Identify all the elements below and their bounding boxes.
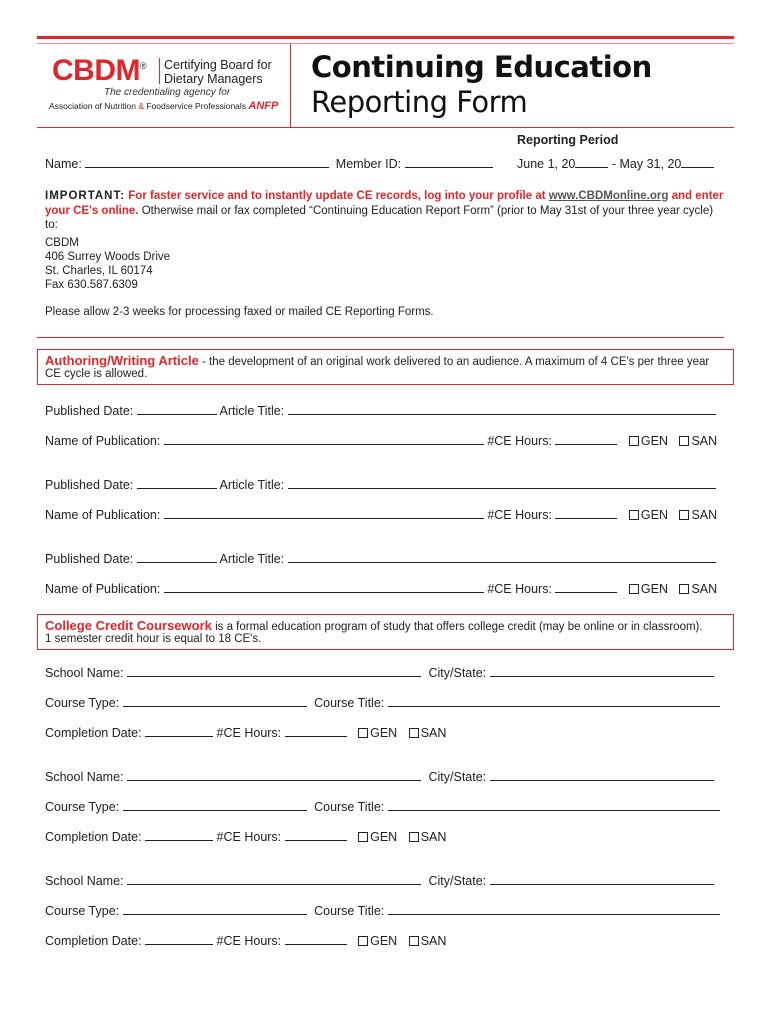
gen-checkbox[interactable] xyxy=(629,584,639,594)
published-label: Published Date: xyxy=(45,404,134,418)
school-name-label: School Name: xyxy=(45,666,124,680)
ce-hours-field[interactable] xyxy=(555,507,617,519)
course-type-label: Course Type: xyxy=(45,696,120,710)
college-row-1-b xyxy=(45,695,720,710)
gen-checkbox[interactable] xyxy=(358,832,368,842)
city-state-label: City/State: xyxy=(428,874,487,888)
article-row-2-a xyxy=(45,477,716,492)
course-title-label: Course Title: xyxy=(314,696,385,710)
header-top-rule xyxy=(37,36,734,39)
gen-checkbox[interactable] xyxy=(358,936,368,946)
course-title-field[interactable] xyxy=(388,799,720,811)
address-line-3: St. Charles, IL 60174 xyxy=(45,265,153,277)
article-title-field[interactable] xyxy=(288,403,716,415)
notice-text-b: to: xyxy=(45,219,58,231)
college-row-2-a xyxy=(45,769,714,784)
authoring-desc-line-1 xyxy=(45,353,709,368)
school-name-field[interactable] xyxy=(127,873,421,885)
association-line xyxy=(49,100,278,112)
college-desc-a: is a formal education program of study that offers college credit (may be online or in classroom). xyxy=(215,621,703,633)
period-row xyxy=(517,156,714,171)
association-text-2: Foodservice Professionals xyxy=(146,101,247,111)
logo-divider xyxy=(159,58,160,84)
publication-label: Name of Publication: xyxy=(45,508,161,522)
college-title: College Credit Coursework xyxy=(45,618,212,633)
important-label: IMPORTANT: xyxy=(45,190,126,202)
completion-date-field[interactable] xyxy=(145,829,213,841)
publication-label: Name of Publication: xyxy=(45,582,161,596)
name-field[interactable] xyxy=(85,156,329,168)
school-name-field[interactable] xyxy=(127,665,421,677)
published-date-field[interactable] xyxy=(137,551,217,563)
anfp-logo: ANFP xyxy=(248,100,279,112)
important-line-1 xyxy=(45,190,723,202)
course-title-label: Course Title: xyxy=(314,800,385,814)
article-title-field[interactable] xyxy=(288,477,716,489)
course-title-field[interactable] xyxy=(388,903,720,915)
published-date-field[interactable] xyxy=(137,477,217,489)
san-label: SAN xyxy=(691,434,718,448)
college-row-2-c xyxy=(45,829,446,844)
published-label: Published Date: xyxy=(45,478,134,492)
completion-date-label: Completion Date: xyxy=(45,830,142,844)
college-row-3-a xyxy=(45,873,714,888)
member-id-field[interactable] xyxy=(405,156,493,168)
school-name-field[interactable] xyxy=(127,769,421,781)
ce-hours-label: #CE Hours: xyxy=(487,508,552,522)
college-row-1-c xyxy=(45,725,446,740)
registered-mark: ® xyxy=(140,61,147,71)
website-link[interactable]: www.CBDMonline.org xyxy=(548,190,669,202)
article-row-2-b xyxy=(45,507,717,522)
page-title-line-1: Continuing Education xyxy=(311,50,652,84)
college-row-3-b xyxy=(45,903,720,918)
important-line-2 xyxy=(45,205,713,217)
school-name-label: School Name: xyxy=(45,770,124,784)
city-state-field[interactable] xyxy=(490,665,714,677)
course-title-field[interactable] xyxy=(388,695,720,707)
authoring-section-header xyxy=(37,349,734,385)
gen-label: GEN xyxy=(370,830,398,844)
important-text-b: and enter xyxy=(671,190,724,202)
authoring-title: Authoring/Writing Article xyxy=(45,353,199,368)
gen-checkbox[interactable] xyxy=(629,510,639,520)
ce-hours-label: #CE Hours: xyxy=(216,726,282,740)
ce-hours-field[interactable] xyxy=(285,933,347,945)
completion-date-field[interactable] xyxy=(145,725,213,737)
san-label: SAN xyxy=(691,582,718,596)
article-row-3-a xyxy=(45,551,716,566)
article-row-1-a xyxy=(45,403,716,418)
course-type-field[interactable] xyxy=(123,903,307,915)
city-state-label: City/State: xyxy=(428,770,487,784)
ce-hours-field[interactable] xyxy=(555,581,617,593)
period-start-year-field[interactable] xyxy=(575,156,608,168)
ce-hours-label: #CE Hours: xyxy=(216,934,282,948)
college-row-1-a xyxy=(45,665,714,680)
college-row-3-c xyxy=(45,933,446,948)
completion-date-field[interactable] xyxy=(145,933,213,945)
article-title-field[interactable] xyxy=(288,551,716,563)
gen-checkbox[interactable] xyxy=(358,728,368,738)
member-id-label: Member ID: xyxy=(335,157,402,171)
course-type-label: Course Type: xyxy=(45,800,120,814)
college-row-2-b xyxy=(45,799,720,814)
cbdm-logo-text: CBDM xyxy=(52,54,140,87)
address-line-2: 406 Surrey Woods Drive xyxy=(45,251,171,263)
ce-hours-label: #CE Hours: xyxy=(487,582,552,596)
gen-label: GEN xyxy=(370,934,398,948)
college-section-header xyxy=(37,614,734,650)
san-checkbox[interactable] xyxy=(409,832,419,842)
name-row xyxy=(45,156,493,171)
article-title-label: Article Title: xyxy=(219,478,285,492)
article-title-label: Article Title: xyxy=(219,552,285,566)
board-name xyxy=(164,58,272,86)
cbdm-logo xyxy=(52,54,146,88)
publication-label: Name of Publication: xyxy=(45,434,161,448)
authoring-desc-b: CE cycle is allowed. xyxy=(45,368,148,380)
article-title-label: Article Title: xyxy=(219,404,285,418)
course-type-field[interactable] xyxy=(123,695,307,707)
name-label: Name: xyxy=(45,157,82,171)
san-checkbox[interactable] xyxy=(679,584,689,594)
college-desc-line-1 xyxy=(45,618,703,633)
agency-line: The credentialing agency for xyxy=(104,87,231,98)
completion-date-label: Completion Date: xyxy=(45,934,142,948)
period-start-label: June 1, 20 xyxy=(517,157,576,171)
san-checkbox[interactable] xyxy=(679,510,689,520)
gen-label: GEN xyxy=(640,582,668,596)
gen-label: GEN xyxy=(640,508,668,522)
city-state-label: City/State: xyxy=(428,666,487,680)
completion-date-label: Completion Date: xyxy=(45,726,142,740)
header-bottom-rule xyxy=(37,127,734,128)
section-divider xyxy=(37,337,724,338)
course-title-label: Course Title: xyxy=(314,904,385,918)
article-row-3-b xyxy=(45,581,717,596)
city-state-field[interactable] xyxy=(490,873,714,885)
important-text-c: your CE's online. xyxy=(45,205,139,217)
authoring-desc-a: - the development of an original work delivered to an audience. A maximum of 4 CE's per three year xyxy=(202,356,710,368)
board-line-1: Certifying Board for xyxy=(164,58,272,72)
san-checkbox[interactable] xyxy=(409,728,419,738)
address-line-1: CBDM xyxy=(45,237,79,249)
publication-field[interactable] xyxy=(164,507,484,519)
header-vertical-divider xyxy=(290,44,291,128)
address-line-4: Fax 630.587.6309 xyxy=(45,279,138,291)
gen-checkbox[interactable] xyxy=(629,436,639,446)
mailing-address xyxy=(45,236,170,292)
publication-field[interactable] xyxy=(164,581,484,593)
san-label: SAN xyxy=(420,830,447,844)
course-type-label: Course Type: xyxy=(45,904,120,918)
board-line-2: Dietary Managers xyxy=(164,72,263,86)
san-label: SAN xyxy=(420,726,447,740)
san-label: SAN xyxy=(420,934,447,948)
gen-label: GEN xyxy=(370,726,398,740)
city-state-field[interactable] xyxy=(490,769,714,781)
ce-hours-field[interactable] xyxy=(285,725,347,737)
published-label: Published Date: xyxy=(45,552,134,566)
course-type-field[interactable] xyxy=(123,799,307,811)
notice-text-a: Otherwise mail or fax completed “Continuing Education Report Form” (prior to May 31st of your three year cycle) xyxy=(141,205,714,217)
ce-hours-label: #CE Hours: xyxy=(216,830,282,844)
college-desc-b: 1 semester credit hour is equal to 18 CE's. xyxy=(45,633,262,645)
processing-note: Please allow 2-3 weeks for processing faxed or mailed CE Reporting Forms. xyxy=(45,306,434,318)
reporting-period-label: Reporting Period xyxy=(517,133,619,147)
association-text-1: Association of Nutrition xyxy=(49,101,136,111)
association-amp: & xyxy=(138,101,144,111)
period-end-year-field[interactable] xyxy=(681,156,714,168)
san-checkbox[interactable] xyxy=(409,936,419,946)
article-row-1-b xyxy=(45,433,717,448)
san-checkbox[interactable] xyxy=(679,436,689,446)
school-name-label: School Name: xyxy=(45,874,124,888)
ce-hours-field[interactable] xyxy=(285,829,347,841)
san-label: SAN xyxy=(691,508,718,522)
period-end-label: - May 31, 20 xyxy=(611,157,682,171)
gen-label: GEN xyxy=(640,434,668,448)
publication-field[interactable] xyxy=(164,433,484,445)
page-title-line-2: Reporting Form xyxy=(311,85,528,119)
ce-hours-field[interactable] xyxy=(555,433,617,445)
header-second-rule xyxy=(37,43,734,44)
important-text-a: For faster service and to instantly update CE records, log into your profile at xyxy=(128,190,546,202)
ce-hours-label: #CE Hours: xyxy=(487,434,552,448)
published-date-field[interactable] xyxy=(137,403,217,415)
